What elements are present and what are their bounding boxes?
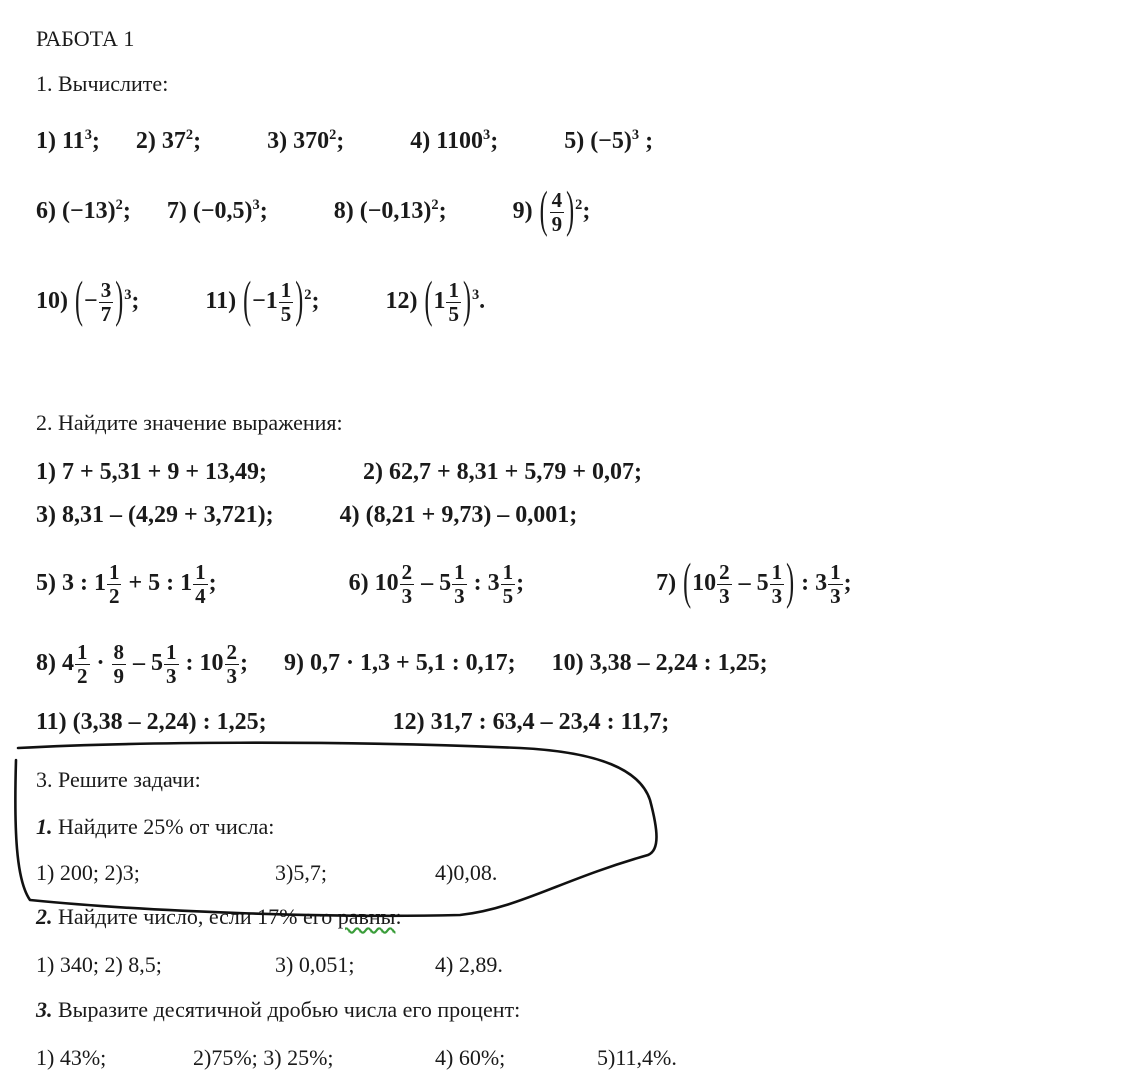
- label: 1): [36, 128, 56, 154]
- expr-row-2: 3) 8,31 – (4,29 + 3,721); 4) (8,21 + 9,73) – 0,001;: [36, 502, 578, 528]
- label: 2): [135, 128, 156, 154]
- page-title: РАБОТА 1: [36, 26, 135, 51]
- expr-row-5: 11) (3,38 – 2,24) : 1,25; 12) 31,7 : 63,4 – 23,4 : 11,7;: [36, 709, 670, 735]
- task-1-answers: 1) 200; 2)3;: [36, 860, 140, 885]
- expr-row-4: 8) 4 $\frac{1}{2}$ · $\frac{8}{9}$ – 5 $\frac{1}{3}$ : 10 $\frac{2}{3}$ ; 9) 0,7 · 1,3 + 5,1 : 0,17; 10) 3,38 – 2,24 : 1,25;: [36, 640, 768, 688]
- label: 4): [410, 128, 431, 154]
- spellcheck-underlined-word: равны: [337, 904, 396, 929]
- powers-row-3: 10) (− $\frac{3}{7}$ )$^3$; 11) (−1 $\frac{1}{5}$ )$^2$; 12) (1 $\frac{1}{5}$ )$^3$.: [36, 274, 486, 329]
- section2-heading: 2. Найдите значение выражения:: [36, 410, 343, 435]
- expr-row-1: 1) 7 + 5,31 + 9 + 13,49; 2) 62,7 + 8,31 + 5,79 + 0,07;: [36, 459, 643, 485]
- task-3-answers: 1) 43%;: [36, 1045, 107, 1070]
- powers-row-2: 6) $(-13)^2$; 7) $(-0,5)^3$; 8) $(-0,13)^2$; 9) ( $\frac{4}{9}$ )$^2$;: [36, 184, 591, 239]
- task-2-answers: 1) 340; 2) 8,5;: [36, 952, 162, 977]
- label: 5): [564, 128, 585, 154]
- fraction-4-9: $\frac{4}{9}$: [551, 188, 563, 236]
- label: 3): [267, 128, 288, 154]
- task-3: 3. Выразите десятичной дробью числа его процент:: [36, 997, 521, 1022]
- task-1: 1. Найдите 25% от числа:: [36, 814, 275, 839]
- section1-heading: 1. Вычислите:: [36, 71, 169, 96]
- expr-row-3: 5) 3 : 1 $\frac{1}{2}$ + 5 : 1 $\frac{1}{4}$ ; 6) 10 $\frac{2}{3}$ – 5 $\frac{1}{3}$ : 3 $\frac{1}{5}$ ; 7) (10 $\frac{2}{3}$ – 5 $\frac{1}{3}$ ) : 3 $\frac{1}{3}$ ;: [36, 556, 852, 611]
- section3-heading: 3. Решите задачи:: [36, 767, 201, 792]
- powers-row-1: 1) $11^3$; 2) $37^2$; 3) $370^2$; 4) 1100$^3$; 5) $(-5)^3$ ;: [36, 127, 654, 154]
- task-2: 2. Найдите число, если 17% его равны:: [36, 904, 402, 929]
